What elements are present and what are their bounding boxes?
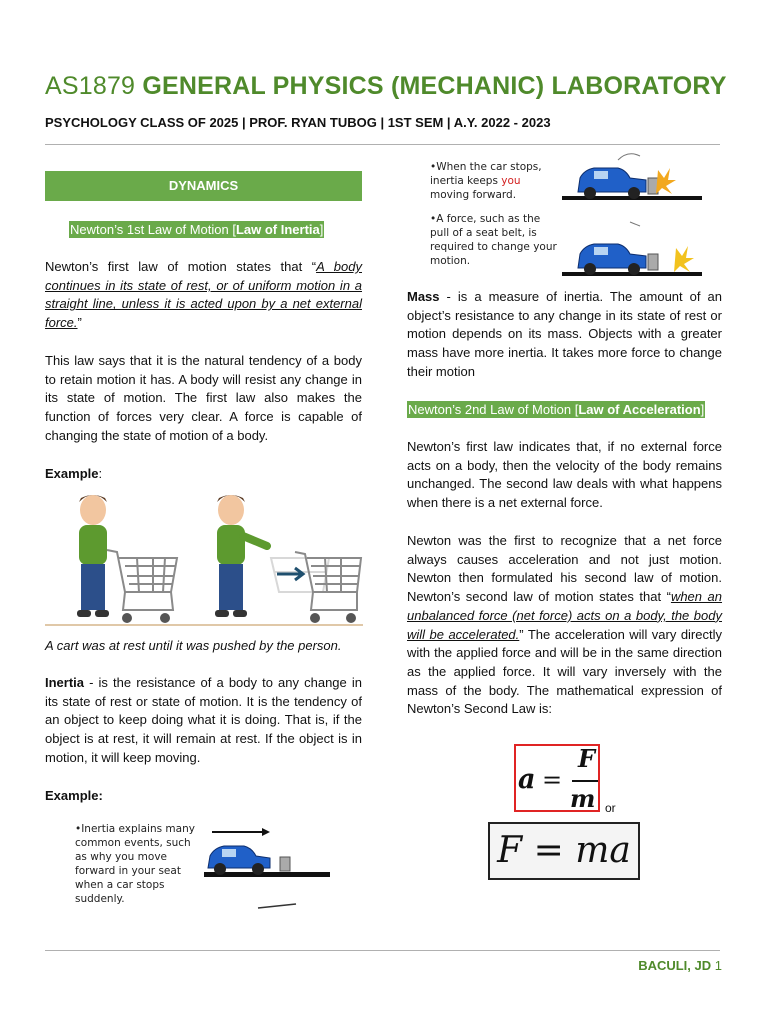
inertia-cartoon-text: •Inertia explains many common events, such as why you move forward in your seat when a car stops suddenly.	[75, 823, 195, 905]
inertia-definition: Inertia - is the resistance of a body to any change in its state of rest or state of motion. It is the tendency of an object to keep doing what it is doing. That is, if the object is at rest, it will remain at rest. If the object is in motion, it will keep moving.	[45, 675, 362, 765]
person-cart-illustration	[45, 492, 365, 630]
example2-label: Example:	[45, 788, 103, 803]
document-title	[45, 72, 727, 101]
mass-definition: Mass - is a measure of inertia. The amount of an object’s resistance to any change in its state of rest or motion depends on its mass. Objects with a greater mass have more inertia. It takes more force to change their motion	[407, 289, 722, 379]
course-code: AS1879	[45, 72, 136, 100]
section-banner: DYNAMICS	[45, 171, 362, 201]
car-crash-illustration	[560, 150, 705, 205]
course-title: GENERAL PHYSICS (MECHANIC) LABORATORY	[142, 72, 727, 100]
illustration-caption: A cart was at rest until it was pushed by the person.	[45, 638, 342, 653]
car-illustration-moving	[200, 826, 335, 914]
law1-statement: Newton’s first law of motion states that “A body continues in its state of rest, or of uniform motion in a straight line, unless it is acted upon by a net external force.”	[45, 259, 362, 331]
car-stop-cartoon-text: •When the car stops, inertia keeps you moving forward.	[430, 161, 542, 201]
law2-intro: Newton’s first law indicates that, if no external force acts on a body, then the velocity of the body remains unchanged. The second law deals with what happens when there is a net external force.	[407, 439, 722, 511]
footer-divider	[45, 950, 720, 951]
document-subtitle: PSYCHOLOGY CLASS OF 2025 | PROF. RYAN TUBOG | 1ST SEM | A.Y. 2022 - 2023	[45, 115, 551, 130]
law2-statement: Newton was the first to recognize that a net force always causes acceleration and not just motion. Newton then formulated his second law of motion. Newton’s second law of motion states that “when an unbalanced force (net force) acts on a body, the body will be accelerated.” The acceleration will vary directly with the applied force and will be in the same direction as the applied force. It will vary inversely with the mass of the body. The mathematical expression of Newton’s Second Law is:	[407, 533, 723, 717]
force-formula: F = ma	[488, 822, 640, 880]
law2-heading: Newton’s 2nd Law of Motion [Law of Acceleration]	[408, 402, 705, 417]
or-text: or	[605, 801, 616, 815]
header-divider	[45, 144, 720, 145]
car-seatbelt-illustration	[560, 218, 705, 280]
seatbelt-cartoon-text: •A force, such as the pull of a seat belt, is required to change your motion.	[430, 213, 557, 267]
page-footer: BACULI, JD 1	[638, 958, 722, 973]
law1-heading: Newton’s 1st Law of Motion [Law of Inertia]	[70, 222, 324, 237]
acceleration-formula: a = F m	[514, 744, 600, 812]
law1-explanation: This law says that it is the natural tendency of a body to retain motion it has. A body will resist any change in its state of motion. The first law also makes the function of forces very clear. A force is capable of changing the state of motion of a body.	[45, 353, 362, 443]
example1-label: Example:	[45, 466, 103, 481]
